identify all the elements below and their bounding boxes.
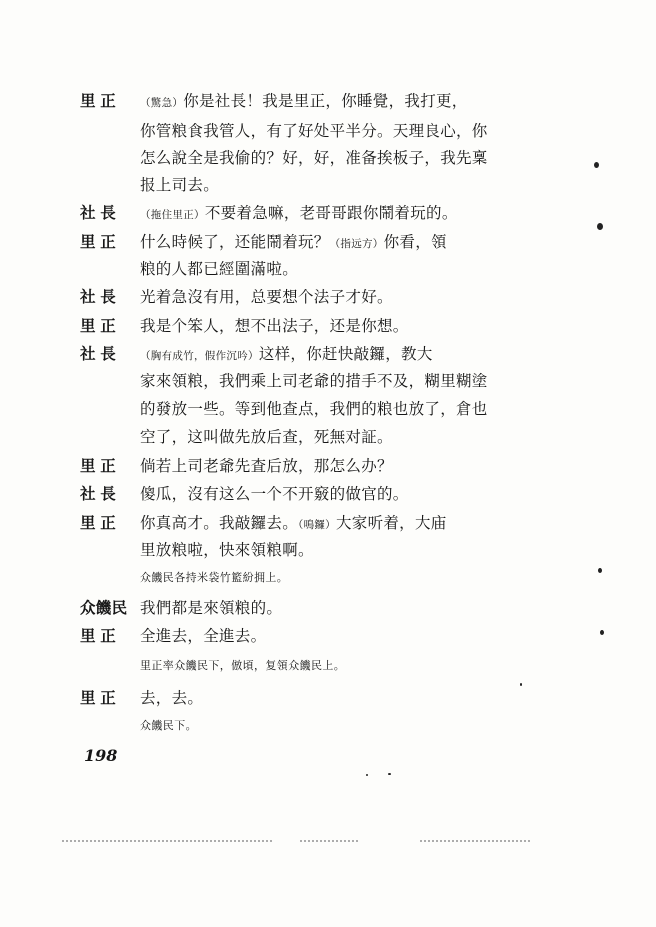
dialogue-text: 倘若上司老爺先査后放，那怎么办？ bbox=[140, 457, 393, 475]
dialogue-text: 你看，領 bbox=[383, 233, 447, 251]
stage-direction: （指远方） bbox=[329, 238, 384, 250]
dialogue-text: 的發放一些。等到他查点，我們的粮也放了，倉也 bbox=[140, 400, 488, 418]
speaker-name: 众饑民 bbox=[80, 598, 128, 617]
page-number: 198 bbox=[84, 746, 118, 765]
dialogue-text: 全進去，全進去。 bbox=[140, 627, 267, 645]
scan-speck bbox=[366, 774, 368, 776]
scan-noise bbox=[420, 840, 530, 842]
dialogue-text: 粮的人都已經圍滿啦。 bbox=[140, 260, 299, 278]
speaker-name: 里 正 bbox=[80, 91, 116, 110]
scan-noise bbox=[300, 840, 360, 842]
dialogue-text: 去，去。 bbox=[140, 689, 204, 707]
dialogue-text: 里放粮啦，快來領粮啊。 bbox=[140, 541, 314, 559]
stage-direction: （驚急） bbox=[140, 97, 184, 109]
dialogue-text: 光着急沒有用，总要想个法子才好。 bbox=[140, 288, 393, 306]
dialogue-text: 怎么說全是我偷的？好，好，准备挨板子，我先稟 bbox=[140, 149, 488, 167]
scan-speck bbox=[598, 568, 602, 573]
speaker-name: 社 長 bbox=[80, 344, 116, 363]
scan-speck bbox=[594, 162, 599, 168]
speaker-name: 里 正 bbox=[80, 626, 116, 645]
speaker-name: 社 長 bbox=[80, 484, 116, 503]
dialogue-text: 我們都是來領粮的。 bbox=[140, 599, 283, 617]
stage-direction: （胸有成竹，假作沉吟） bbox=[140, 350, 259, 362]
dialogue-text: 空了，这叫做先放后查，死無对証。 bbox=[140, 428, 393, 446]
stage-direction: （鳴鑼） bbox=[298, 519, 336, 531]
dialogue-text: 你管粮食我管人，有了好处平半分。天理良心，你 bbox=[140, 122, 488, 140]
stage-direction-block: 众饑民下。 bbox=[140, 719, 197, 732]
speaker-name: 里 正 bbox=[80, 456, 116, 475]
scan-noise bbox=[62, 840, 272, 842]
scan-speck bbox=[597, 223, 603, 230]
speaker-name: 社 長 bbox=[80, 287, 116, 306]
scan-speck bbox=[520, 683, 522, 686]
dialogue-text: 不要着急嘛，老哥哥跟你鬧着玩的。 bbox=[204, 204, 458, 222]
scan-speck bbox=[388, 773, 391, 775]
speaker-name: 里 正 bbox=[80, 232, 116, 251]
stage-direction-block: 众饑民各持米袋竹籃紛拥上。 bbox=[140, 571, 289, 584]
speaker-name: 里 正 bbox=[80, 316, 116, 335]
dialogue-text: 什么時候了，还能鬧着玩？ bbox=[140, 233, 330, 251]
dialogue-text: 你真高才。我敲鑼去。 bbox=[140, 514, 299, 532]
dialogue-text: 我是个笨人，想不出法子，还是你想。 bbox=[140, 317, 409, 335]
dialogue-text: 傻瓜，沒有这么一个不开竅的做官的。 bbox=[140, 485, 409, 503]
stage-direction: （拖住里正） bbox=[140, 209, 205, 221]
dialogue-text: 大家听着，大庙 bbox=[335, 514, 447, 532]
speaker-name: 里 正 bbox=[80, 513, 116, 532]
dialogue-text: 家來領粮，我們乘上司老爺的措手不及，糊里糊塗 bbox=[140, 372, 488, 390]
stage-direction-block: 里正率众饑民下，倣頃，复領众饑民上。 bbox=[140, 659, 346, 672]
speaker-name: 里 正 bbox=[80, 688, 116, 707]
dialogue-text: 你是社長！我是里正，你睡覺，我打更， bbox=[183, 92, 468, 110]
speaker-name: 社 長 bbox=[80, 203, 116, 222]
dialogue-text: 这样，你赶快敲鑼，教大 bbox=[258, 345, 433, 363]
dialogue-text: 报上司去。 bbox=[140, 176, 220, 194]
scan-speck bbox=[600, 630, 604, 635]
